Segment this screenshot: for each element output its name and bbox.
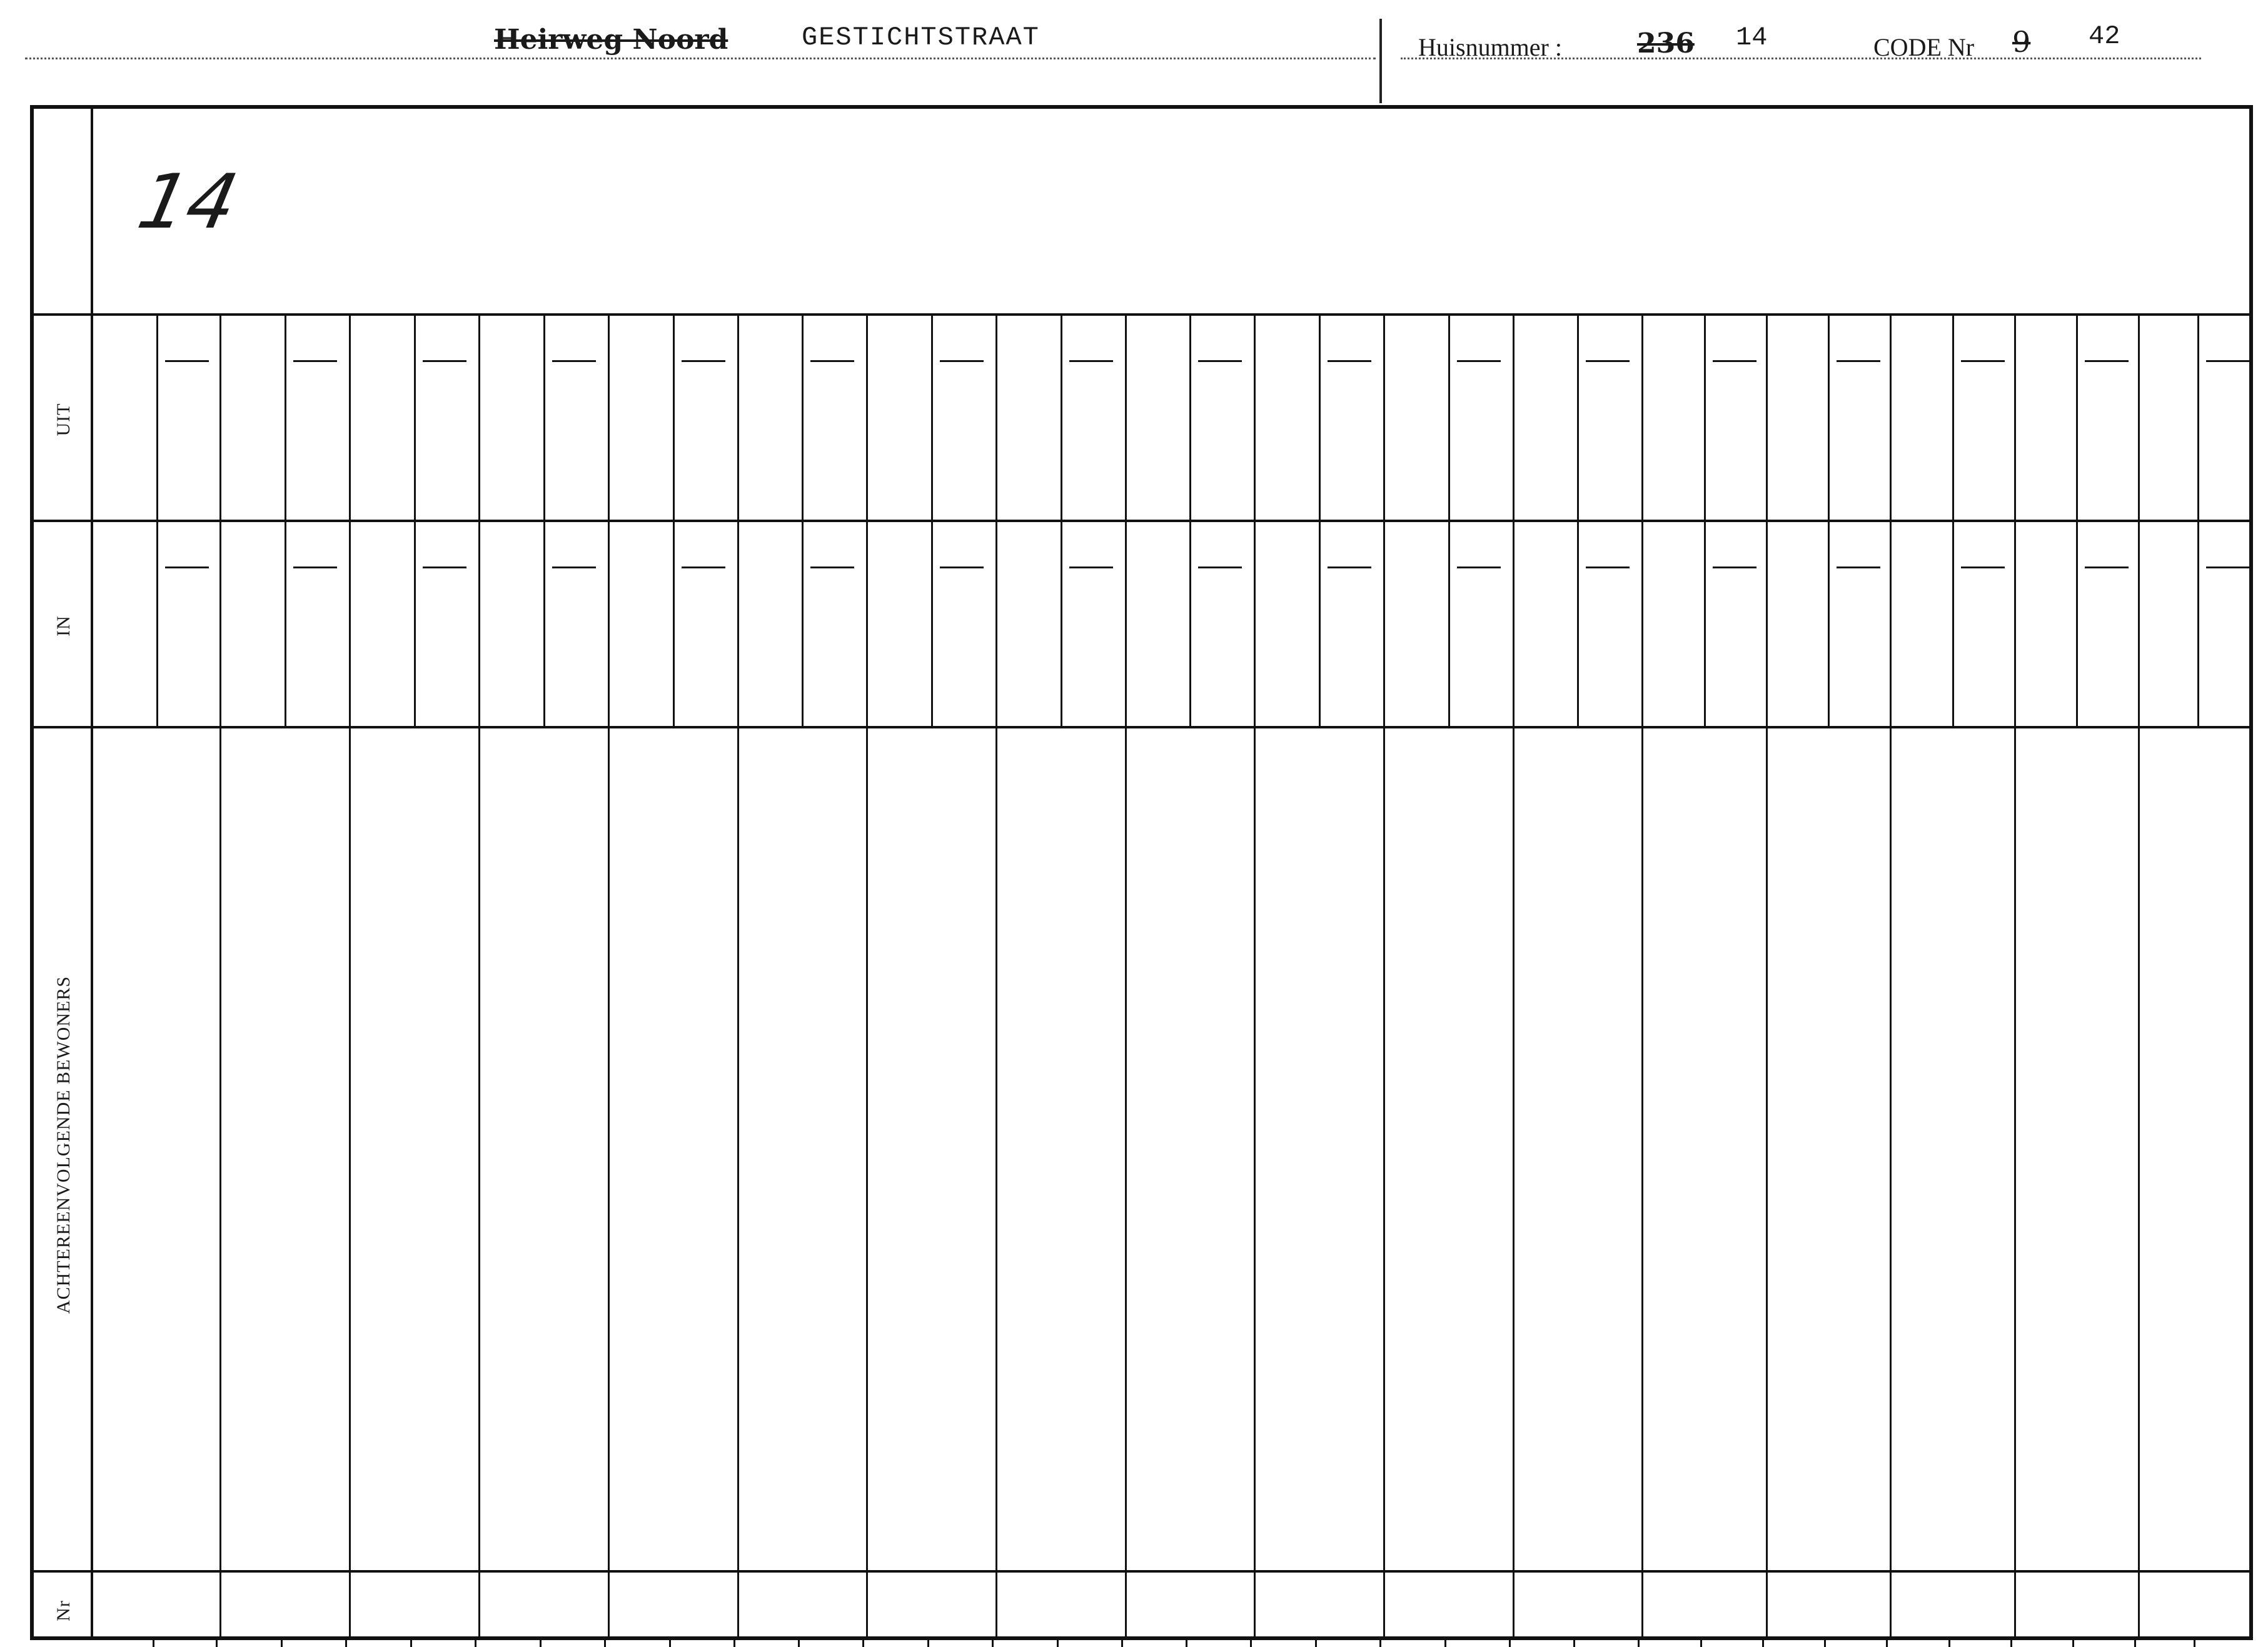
row-label-nr: Nr xyxy=(53,1600,74,1621)
header-divider xyxy=(1379,19,1382,103)
sub-column-divider xyxy=(1061,313,1062,726)
date-dash xyxy=(810,360,854,362)
date-dash xyxy=(682,360,725,362)
date-dash xyxy=(423,360,466,362)
column-divider xyxy=(1383,313,1385,1636)
house-number-old: 236 xyxy=(1637,28,1695,59)
date-dash xyxy=(1328,360,1371,362)
sub-column-divider xyxy=(1319,313,1321,726)
date-dash xyxy=(2085,360,2129,362)
house-number-label: Huisnummer : xyxy=(1418,33,1562,61)
street-name-old: Heirweg Noord xyxy=(494,24,728,56)
date-dash xyxy=(2085,567,2129,568)
date-dash xyxy=(1328,567,1371,568)
row-divider-in-residents xyxy=(34,726,2249,728)
column-divider xyxy=(1766,313,1768,1636)
row-label-column xyxy=(34,109,93,1636)
sub-column-divider xyxy=(931,313,933,726)
street-dotted-line xyxy=(25,58,1376,59)
sub-column-divider xyxy=(543,313,545,726)
date-dash xyxy=(1837,360,1880,362)
sub-column-divider xyxy=(1189,313,1191,726)
sub-column-divider xyxy=(285,313,286,726)
date-dash xyxy=(682,567,725,568)
date-dash xyxy=(293,360,337,362)
row-divider-residents-nr xyxy=(34,1570,2249,1573)
date-dash xyxy=(1457,360,1501,362)
column-divider xyxy=(1125,313,1127,1636)
date-dash xyxy=(1198,567,1242,568)
form-header xyxy=(0,0,2268,106)
house-number-new: 14 xyxy=(1736,23,1768,53)
street-name-new: GESTICHTSTRAAT xyxy=(802,23,1040,53)
column-divider xyxy=(219,313,221,1636)
date-dash xyxy=(2206,360,2250,362)
sub-column-divider xyxy=(156,313,158,726)
date-dash xyxy=(423,567,466,568)
column-divider xyxy=(349,313,351,1636)
code-number-old: 9 xyxy=(2012,25,2031,59)
date-dash xyxy=(293,567,337,568)
date-dash xyxy=(1586,360,1630,362)
sub-column-divider xyxy=(673,313,675,726)
date-dash xyxy=(940,567,984,568)
date-dash xyxy=(165,360,209,362)
column-divider xyxy=(1890,313,1892,1636)
date-dash xyxy=(1837,567,1880,568)
date-dash xyxy=(1713,360,1756,362)
date-dash xyxy=(552,360,596,362)
column-divider xyxy=(995,313,997,1636)
row-divider-uit-in xyxy=(34,520,2249,522)
row-divider-top xyxy=(34,313,2249,316)
sub-column-divider xyxy=(2076,313,2078,726)
date-dash xyxy=(165,567,209,568)
sub-column-divider xyxy=(1952,313,1954,726)
date-dash xyxy=(940,360,984,362)
column-divider xyxy=(737,313,739,1636)
sub-column-divider xyxy=(1704,313,1706,726)
date-dash xyxy=(2206,567,2250,568)
date-dash xyxy=(1069,360,1113,362)
sub-column-divider xyxy=(2197,313,2199,726)
date-dash xyxy=(810,567,854,568)
date-dash xyxy=(1961,567,2005,568)
column-divider xyxy=(1641,313,1643,1636)
column-divider xyxy=(2014,313,2016,1636)
handwritten-house-number: 14 xyxy=(131,159,245,246)
date-dash xyxy=(1713,567,1756,568)
column-divider xyxy=(1513,313,1515,1636)
row-label-uit: UIT xyxy=(53,403,74,436)
sub-column-divider xyxy=(802,313,804,726)
sub-column-divider xyxy=(1448,313,1450,726)
date-dash xyxy=(552,567,596,568)
date-dash xyxy=(1586,567,1630,568)
code-number-label: CODE Nr xyxy=(1873,33,1975,61)
row-label-in: IN xyxy=(53,615,74,637)
sub-column-divider xyxy=(414,313,416,726)
row-label-residents: ACHTEREENVOLGENDE BEWONERS xyxy=(53,975,74,1314)
registration-form-grid xyxy=(30,105,2253,1640)
sub-column-divider xyxy=(1828,313,1830,726)
column-divider xyxy=(866,313,868,1636)
column-divider xyxy=(608,313,610,1636)
date-dash xyxy=(1961,360,2005,362)
date-dash xyxy=(1198,360,1242,362)
date-dash xyxy=(1069,567,1113,568)
column-divider xyxy=(1254,313,1256,1636)
sub-column-divider xyxy=(1577,313,1579,726)
date-dash xyxy=(1457,567,1501,568)
column-divider xyxy=(478,313,480,1636)
column-divider xyxy=(2138,313,2140,1636)
code-number-new: 42 xyxy=(2089,21,2120,51)
